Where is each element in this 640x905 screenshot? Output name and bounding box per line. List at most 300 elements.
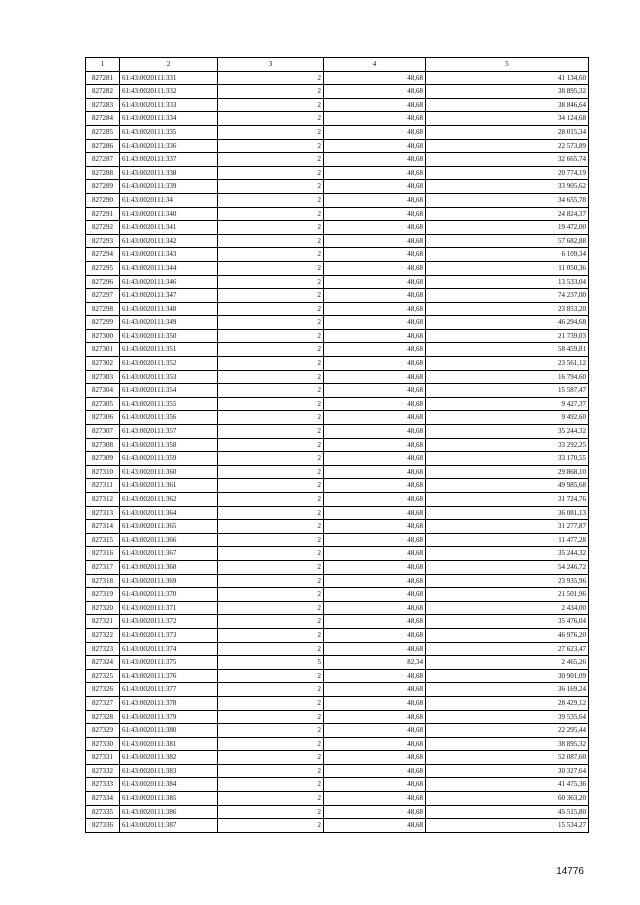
table-cell-col-5: 22 573,89	[426, 139, 589, 153]
table-cell-col-2: 61:43:0020111:346	[120, 275, 218, 289]
table-cell-col-5: 36 169,24	[426, 683, 589, 697]
table-cell-col-3: 2	[218, 751, 324, 765]
table-cell-col-2: 61:43:0020111:336	[120, 139, 218, 153]
table-cell-col-5: 6 109,34	[426, 248, 589, 262]
table-cell-col-3: 2	[218, 411, 324, 425]
table-cell-col-4: 48,68	[324, 696, 426, 710]
table-cell-col-3: 2	[218, 316, 324, 330]
table-cell-col-2: 61:43:0020111:358	[120, 438, 218, 452]
table-row	[86, 764, 589, 778]
table-cell-col-1: 827305	[86, 397, 120, 411]
table-cell-col-1: 827331	[86, 751, 120, 765]
table-cell-col-3: 2	[218, 357, 324, 371]
table-cell-col-1: 827304	[86, 384, 120, 398]
table-cell-col-2: 61:43:0020111:347	[120, 289, 218, 303]
table-cell-col-5: 57 682,88	[426, 234, 589, 248]
table-cell-col-5: 35 244,32	[426, 547, 589, 561]
table-cell-col-5: 33 905,62	[426, 180, 589, 194]
table-cell-col-5: 46 976,20	[426, 628, 589, 642]
table-row	[86, 370, 589, 384]
table-cell-col-3: 2	[218, 805, 324, 819]
table-cell-col-2: 61:43:0020111:367	[120, 547, 218, 561]
table-cell-col-3: 2	[218, 221, 324, 235]
table-cell-col-3: 2	[218, 615, 324, 629]
table-cell-col-1: 827323	[86, 642, 120, 656]
table-row	[86, 560, 589, 574]
table-cell-col-5: 54 246,72	[426, 560, 589, 574]
table-cell-col-4: 48,68	[324, 234, 426, 248]
table-cell-col-1: 827320	[86, 601, 120, 615]
table-cell-col-3: 2	[218, 71, 324, 85]
table-row	[86, 479, 589, 493]
table-cell-col-3: 2	[218, 384, 324, 398]
table-cell-col-1: 827312	[86, 493, 120, 507]
table-row	[86, 493, 589, 507]
table-cell-col-1: 827291	[86, 207, 120, 221]
table-cell-col-4: 48,68	[324, 751, 426, 765]
table-cell-col-4: 48,68	[324, 615, 426, 629]
table-row	[86, 384, 589, 398]
table-cell-col-2: 61:43:0020111:383	[120, 764, 218, 778]
table-cell-col-4: 48,68	[324, 533, 426, 547]
table-cell-col-5: 21 739,03	[426, 329, 589, 343]
table-cell-col-5: 9 492,60	[426, 411, 589, 425]
table-cell-col-5: 38 846,64	[426, 98, 589, 112]
table-cell-col-4: 48,68	[324, 411, 426, 425]
table-row	[86, 343, 589, 357]
table-cell-col-3: 2	[218, 588, 324, 602]
table-cell-col-1: 827330	[86, 737, 120, 751]
table-cell-col-3: 2	[218, 560, 324, 574]
table-cell-col-5: 9 427,37	[426, 397, 589, 411]
table-cell-col-5: 52 087,60	[426, 751, 589, 765]
table-cell-col-3: 2	[218, 601, 324, 615]
table-cell-col-5: 49 985,68	[426, 479, 589, 493]
table-cell-col-2: 61:43:0020111:356	[120, 411, 218, 425]
table-cell-col-3: 2	[218, 112, 324, 126]
table-cell-col-5: 22 295,44	[426, 724, 589, 738]
table-cell-col-1: 827311	[86, 479, 120, 493]
table-cell-col-2: 61:43:0020111:378	[120, 696, 218, 710]
table-cell-col-1: 827287	[86, 153, 120, 167]
table-cell-col-3: 2	[218, 520, 324, 534]
table-cell-col-1: 827281	[86, 71, 120, 85]
table-row	[86, 153, 589, 167]
table-cell-col-5: 15 587,47	[426, 384, 589, 398]
table-cell-col-2: 61:43:0020111:366	[120, 533, 218, 547]
table-cell-col-5: 31 277,87	[426, 520, 589, 534]
table-cell-col-1: 827333	[86, 778, 120, 792]
table-cell-col-1: 827332	[86, 764, 120, 778]
table-row	[86, 710, 589, 724]
table-cell-col-5: 31 724,76	[426, 493, 589, 507]
table-cell-col-3: 2	[218, 792, 324, 806]
table-row	[86, 656, 589, 670]
table-cell-col-5: 60 363,20	[426, 792, 589, 806]
table-row	[86, 792, 589, 806]
table-cell-col-4: 48,68	[324, 316, 426, 330]
table-cell-col-4: 48,68	[324, 302, 426, 316]
table-cell-col-2: 61:43:0020111:380	[120, 724, 218, 738]
table-cell-col-5: 41 134,60	[426, 71, 589, 85]
table-cell-col-2: 61:43:0020111:337	[120, 153, 218, 167]
table-cell-col-1: 827292	[86, 221, 120, 235]
table-cell-col-2: 61:43:0020111:342	[120, 234, 218, 248]
table-cell-col-5: 19 472,00	[426, 221, 589, 235]
table-cell-col-2: 61:43:0020111:374	[120, 642, 218, 656]
table-cell-col-3: 2	[218, 329, 324, 343]
table-cell-col-2: 61:43:0020111:376	[120, 669, 218, 683]
table-cell-col-1: 827313	[86, 506, 120, 520]
table-cell-col-2: 61:43:0020111:349	[120, 316, 218, 330]
table-cell-col-3: 2	[218, 207, 324, 221]
table-cell-col-1: 827284	[86, 112, 120, 126]
table-cell-col-1: 827314	[86, 520, 120, 534]
table-cell-col-1: 827286	[86, 139, 120, 153]
table-row	[86, 261, 589, 275]
table-cell-col-4: 48,68	[324, 71, 426, 85]
table-cell-col-1: 827288	[86, 166, 120, 180]
table-cell-col-2: 61:43:0020111:364	[120, 506, 218, 520]
table-cell-col-3: 2	[218, 248, 324, 262]
table-cell-col-4: 48,68	[324, 329, 426, 343]
table-row	[86, 438, 589, 452]
table-cell-col-4: 48,68	[324, 588, 426, 602]
table-cell-col-3: 2	[218, 628, 324, 642]
table-cell-col-1: 827325	[86, 669, 120, 683]
table-cell-col-4: 48,68	[324, 547, 426, 561]
table-cell-col-4: 48,68	[324, 520, 426, 534]
table-cell-col-4: 48,68	[324, 628, 426, 642]
table-row	[86, 234, 589, 248]
table-row	[86, 628, 589, 642]
table-cell-col-4: 48,68	[324, 710, 426, 724]
table-cell-col-2: 61:43:0020111:331	[120, 71, 218, 85]
table-cell-col-5: 28 015,34	[426, 125, 589, 139]
table-cell-col-3: 2	[218, 737, 324, 751]
table-cell-col-4: 48,68	[324, 778, 426, 792]
table-cell-col-3: 5	[218, 656, 324, 670]
table-cell-col-1: 827283	[86, 98, 120, 112]
table-cell-col-3: 2	[218, 438, 324, 452]
table-cell-col-4: 48,68	[324, 724, 426, 738]
table-cell-col-3: 2	[218, 778, 324, 792]
table-cell-col-3: 2	[218, 452, 324, 466]
table-cell-col-5: 38 895,32	[426, 737, 589, 751]
table-row	[86, 547, 589, 561]
table-cell-col-2: 61:43:0020111:377	[120, 683, 218, 697]
header-col-5: 5	[426, 58, 589, 72]
table-cell-col-2: 61:43:0020111:34	[120, 193, 218, 207]
table-row	[86, 751, 589, 765]
data-table	[85, 57, 589, 833]
table-cell-col-5: 34 124,68	[426, 112, 589, 126]
table-cell-col-4: 48,68	[324, 370, 426, 384]
table-cell-col-3: 2	[218, 153, 324, 167]
table-cell-col-5: 74 237,00	[426, 289, 589, 303]
table-cell-col-5: 15 534,27	[426, 819, 589, 833]
table-row	[86, 452, 589, 466]
table-row	[86, 98, 589, 112]
table-cell-col-2: 61:43:0020111:382	[120, 751, 218, 765]
table-cell-col-4: 48,68	[324, 560, 426, 574]
table-cell-col-3: 2	[218, 193, 324, 207]
table-body	[86, 71, 589, 832]
table-cell-col-1: 827318	[86, 574, 120, 588]
table-cell-col-4: 48,68	[324, 139, 426, 153]
table-cell-col-4: 48,68	[324, 574, 426, 588]
table-cell-col-1: 827296	[86, 275, 120, 289]
table-cell-col-4: 82,34	[324, 656, 426, 670]
table-cell-col-2: 61:43:0020111:335	[120, 125, 218, 139]
table-cell-col-2: 61:43:0020111:350	[120, 329, 218, 343]
table-cell-col-4: 48,68	[324, 819, 426, 833]
table-cell-col-2: 61:43:0020111:371	[120, 601, 218, 615]
table-cell-col-4: 48,68	[324, 221, 426, 235]
table-cell-col-1: 827294	[86, 248, 120, 262]
table-cell-col-5: 16 794,60	[426, 370, 589, 384]
table-cell-col-4: 48,68	[324, 384, 426, 398]
table-row	[86, 289, 589, 303]
table-cell-col-1: 827310	[86, 465, 120, 479]
table-cell-col-5: 23 853,20	[426, 302, 589, 316]
table-row	[86, 207, 589, 221]
table-cell-col-4: 48,68	[324, 357, 426, 371]
table-cell-col-1: 827324	[86, 656, 120, 670]
table-cell-col-4: 48,68	[324, 792, 426, 806]
table-cell-col-1: 827282	[86, 85, 120, 99]
table-cell-col-3: 2	[218, 289, 324, 303]
table-cell-col-1: 827335	[86, 805, 120, 819]
table-cell-col-2: 61:43:0020111:384	[120, 778, 218, 792]
table-cell-col-3: 2	[218, 819, 324, 833]
table-cell-col-1: 827309	[86, 452, 120, 466]
table-row	[86, 329, 589, 343]
table-row	[86, 615, 589, 629]
table-cell-col-3: 2	[218, 724, 324, 738]
table-cell-col-3: 2	[218, 696, 324, 710]
table-cell-col-2: 61:43:0020111:353	[120, 370, 218, 384]
table-row	[86, 357, 589, 371]
table-cell-col-3: 2	[218, 669, 324, 683]
table-cell-col-4: 48,68	[324, 207, 426, 221]
table-cell-col-3: 2	[218, 493, 324, 507]
table-cell-col-2: 61:43:0020111:357	[120, 425, 218, 439]
table-cell-col-2: 61:43:0020111:340	[120, 207, 218, 221]
table-cell-col-5: 21 501,96	[426, 588, 589, 602]
table-cell-col-2: 61:43:0020111:365	[120, 520, 218, 534]
table-cell-col-5: 33 292,25	[426, 438, 589, 452]
table-cell-col-1: 827295	[86, 261, 120, 275]
table-cell-col-4: 48,68	[324, 289, 426, 303]
table-cell-col-3: 2	[218, 85, 324, 99]
table-cell-col-2: 61:43:0020111:381	[120, 737, 218, 751]
table-cell-col-1: 827327	[86, 696, 120, 710]
table-cell-col-4: 48,68	[324, 683, 426, 697]
table-cell-col-4: 48,68	[324, 98, 426, 112]
table-row	[86, 180, 589, 194]
table-cell-col-1: 827299	[86, 316, 120, 330]
table-cell-col-5: 35 244,32	[426, 425, 589, 439]
table-cell-col-4: 48,68	[324, 465, 426, 479]
table-cell-col-4: 48,68	[324, 125, 426, 139]
table-cell-col-4: 48,68	[324, 275, 426, 289]
table-row	[86, 411, 589, 425]
table-cell-col-4: 48,68	[324, 397, 426, 411]
table-cell-col-2: 61:43:0020111:386	[120, 805, 218, 819]
table-cell-col-1: 827298	[86, 302, 120, 316]
table-cell-col-5: 38 895,32	[426, 85, 589, 99]
table-row	[86, 397, 589, 411]
table-cell-col-2: 61:43:0020111:351	[120, 343, 218, 357]
table-cell-col-4: 48,68	[324, 601, 426, 615]
table-cell-col-5: 32 665,74	[426, 153, 589, 167]
table-cell-col-3: 2	[218, 465, 324, 479]
table-cell-col-2: 61:43:0020111:372	[120, 615, 218, 629]
table-cell-col-1: 827308	[86, 438, 120, 452]
table-row	[86, 737, 589, 751]
table-row	[86, 166, 589, 180]
table-cell-col-1: 827301	[86, 343, 120, 357]
table-cell-col-4: 48,68	[324, 764, 426, 778]
table-cell-col-2: 61:43:0020111:359	[120, 452, 218, 466]
table-cell-col-2: 61:43:0020111:354	[120, 384, 218, 398]
table-cell-col-2: 61:43:0020111:333	[120, 98, 218, 112]
table-row	[86, 683, 589, 697]
table-cell-col-3: 2	[218, 180, 324, 194]
table-cell-col-1: 827303	[86, 370, 120, 384]
table-cell-col-5: 34 655,78	[426, 193, 589, 207]
table-cell-col-3: 2	[218, 683, 324, 697]
table-cell-col-1: 827306	[86, 411, 120, 425]
table-cell-col-1: 827315	[86, 533, 120, 547]
table-cell-col-2: 61:43:0020111:341	[120, 221, 218, 235]
table-cell-col-2: 61:43:0020111:344	[120, 261, 218, 275]
table-cell-col-3: 2	[218, 275, 324, 289]
table-row	[86, 574, 589, 588]
table-row	[86, 533, 589, 547]
table-cell-col-1: 827328	[86, 710, 120, 724]
table-cell-col-1: 827302	[86, 357, 120, 371]
table-cell-col-3: 2	[218, 533, 324, 547]
table-cell-col-4: 48,68	[324, 506, 426, 520]
table-cell-col-4: 48,68	[324, 261, 426, 275]
table-cell-col-4: 48,68	[324, 193, 426, 207]
table-row	[86, 112, 589, 126]
table-cell-col-4: 48,68	[324, 112, 426, 126]
header-row	[86, 58, 589, 72]
table-cell-col-3: 2	[218, 764, 324, 778]
table-cell-col-2: 61:43:0020111:360	[120, 465, 218, 479]
table-row	[86, 819, 589, 833]
table-cell-col-3: 2	[218, 370, 324, 384]
table-cell-col-4: 48,68	[324, 425, 426, 439]
table-cell-col-1: 827317	[86, 560, 120, 574]
table-cell-col-5: 11 477,28	[426, 533, 589, 547]
table-cell-col-3: 2	[218, 125, 324, 139]
table-cell-col-5: 27 623,47	[426, 642, 589, 656]
table-row	[86, 316, 589, 330]
table-cell-col-1: 827326	[86, 683, 120, 697]
table-cell-col-3: 2	[218, 506, 324, 520]
table-cell-col-4: 48,68	[324, 452, 426, 466]
table-cell-col-3: 2	[218, 574, 324, 588]
table-cell-col-4: 48,68	[324, 737, 426, 751]
table-row	[86, 302, 589, 316]
table-cell-col-5: 41 475,36	[426, 778, 589, 792]
table-cell-col-5: 2 465,26	[426, 656, 589, 670]
table-cell-col-2: 61:43:0020111:339	[120, 180, 218, 194]
table-cell-col-2: 61:43:0020111:368	[120, 560, 218, 574]
table-cell-col-1: 827285	[86, 125, 120, 139]
table-cell-col-3: 2	[218, 397, 324, 411]
table-cell-col-5: 23 561,12	[426, 357, 589, 371]
table-row	[86, 588, 589, 602]
table-cell-col-4: 48,68	[324, 343, 426, 357]
table-cell-col-1: 827307	[86, 425, 120, 439]
table-cell-col-5: 13 533,04	[426, 275, 589, 289]
table-cell-col-1: 827329	[86, 724, 120, 738]
table-cell-col-2: 61:43:0020111:385	[120, 792, 218, 806]
table-cell-col-5: 2 434,00	[426, 601, 589, 615]
table-cell-col-1: 827290	[86, 193, 120, 207]
table-row	[86, 248, 589, 262]
table-cell-col-1: 827321	[86, 615, 120, 629]
table-cell-col-3: 2	[218, 166, 324, 180]
table-cell-col-4: 48,68	[324, 642, 426, 656]
table-cell-col-2: 61:43:0020111:387	[120, 819, 218, 833]
table-row	[86, 506, 589, 520]
table-row	[86, 669, 589, 683]
table-cell-col-2: 61:43:0020111:373	[120, 628, 218, 642]
table-cell-col-4: 48,68	[324, 669, 426, 683]
table-cell-col-5: 29 868,10	[426, 465, 589, 479]
table-cell-col-2: 61:43:0020111:338	[120, 166, 218, 180]
table-cell-col-2: 61:43:0020111:355	[120, 397, 218, 411]
table-cell-col-2: 61:43:0020111:343	[120, 248, 218, 262]
table-row	[86, 696, 589, 710]
table-cell-col-5: 28 429,12	[426, 696, 589, 710]
table-cell-col-3: 2	[218, 425, 324, 439]
table-cell-col-4: 48,68	[324, 166, 426, 180]
table-cell-col-1: 827297	[86, 289, 120, 303]
table-cell-col-2: 61:43:0020111:352	[120, 357, 218, 371]
table-cell-col-4: 48,68	[324, 479, 426, 493]
table-cell-col-4: 48,68	[324, 805, 426, 819]
table-cell-col-3: 2	[218, 479, 324, 493]
table-cell-col-1: 827319	[86, 588, 120, 602]
table-row	[86, 724, 589, 738]
table-cell-col-1: 827289	[86, 180, 120, 194]
table-cell-col-1: 827293	[86, 234, 120, 248]
table-cell-col-4: 48,68	[324, 493, 426, 507]
table-cell-col-4: 48,68	[324, 248, 426, 262]
table-row	[86, 642, 589, 656]
table-row	[86, 85, 589, 99]
table-cell-col-3: 2	[218, 234, 324, 248]
table-cell-col-5: 24 824,37	[426, 207, 589, 221]
table-cell-col-2: 61:43:0020111:334	[120, 112, 218, 126]
table-row	[86, 139, 589, 153]
table-cell-col-5: 46 294,68	[426, 316, 589, 330]
page-number: 14776	[556, 866, 584, 877]
table-cell-col-1: 827336	[86, 819, 120, 833]
table-cell-col-2: 61:43:0020111:348	[120, 302, 218, 316]
table-cell-col-4: 48,68	[324, 438, 426, 452]
table-cell-col-5: 36 081,13	[426, 506, 589, 520]
header-col-3: 3	[218, 58, 324, 72]
table-row	[86, 193, 589, 207]
